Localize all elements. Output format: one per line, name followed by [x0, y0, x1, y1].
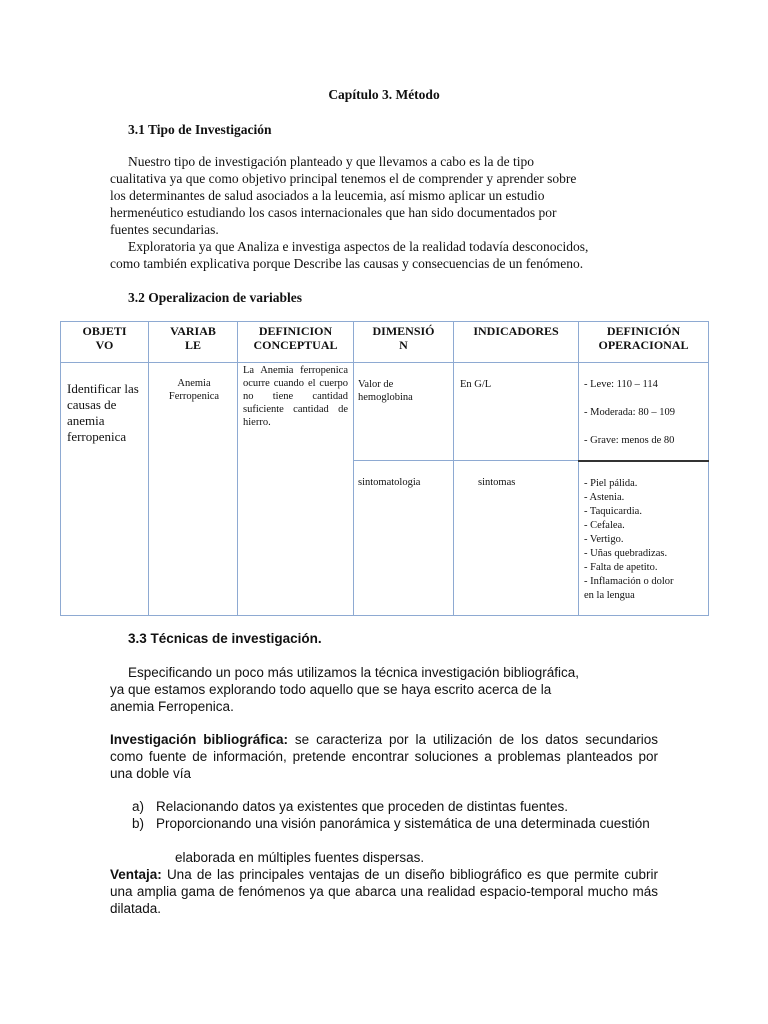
paragraph-line: los determinantes de salud asociados a la leucemia, así mismo aplicar un estudio [110, 188, 545, 203]
advantage-text: Una de las principales ventajas de un diseño bibliográfico es que permite cubrir una amplia gama de fenómenos ya que abarca una realidad espacio-temporal mucho más dilatada. [110, 867, 658, 916]
operacional-cell: - Leve: 110 – 114 - Moderada: 80 – 109 - Grave: menos de 80 [579, 363, 709, 461]
table-header-row [61, 322, 709, 363]
table-header: DEFINICIÓN OPERACIONAL [579, 322, 709, 363]
paragraph-line: anemia Ferropenica. [110, 699, 234, 714]
operacional-cell: - Piel pálida. - Astenia. - Taquicardia. - Cefalea. - Vertigo. - Uñas quebradizas. - Falta de apetito. - Inflamación o dolor en la lengua [579, 461, 709, 616]
paragraph-line: como también explicativa porque Describe las causas y consecuencias de un fenómeno. [110, 256, 584, 271]
dimension-cell: sintomatologia [354, 461, 454, 616]
definicion-cell: La Anemia ferropenica ocurre cuando el cuerpo no tiene cantidad suficiente cantidad de hierro. [238, 363, 354, 616]
dimension-cell: Valor de hemoglobina [354, 363, 454, 461]
table-header: VARIAB LE [149, 322, 238, 363]
table-header: DIMENSIÓ N [354, 322, 454, 363]
objetivo-cell: Identificar las causas de anemia ferropenica [61, 363, 149, 616]
paragraph-line: fuentes secundarias. [110, 222, 219, 237]
variable-cell: Anemia Ferropenica [149, 363, 238, 616]
indicador-cell: En G/L [454, 363, 579, 461]
paragraph-line: ya que estamos explorando todo aquello que se haya escrito acerca de la [110, 682, 552, 697]
paragraph-line: Especificando un poco más utilizamos la técnica investigación bibliográfica, [128, 665, 579, 680]
bibliographic-label: Investigación bibliográfica: [110, 732, 288, 747]
table-header: INDICADORES [454, 322, 579, 363]
list-marker: a) [132, 799, 145, 814]
paragraph-line: Nuestro tipo de investigación planteado y que llevamos a cabo es la de tipo [128, 154, 535, 169]
table-row [61, 363, 709, 461]
bibliographic-paragraph [110, 731, 658, 782]
list-continuation: elaborada en múltiples fuentes dispersas. [175, 850, 425, 865]
table-header: DEFINICION CONCEPTUAL [238, 322, 354, 363]
paragraph-line: hermenéutico estudiando los casos internacionales que han sido documentados por [110, 205, 557, 220]
bibliographic-text: se caracteriza por la utilización de los datos secundarios como fuente de información, pretende encontrar soluciones a problemas planteados por una doble vía [110, 732, 658, 781]
section-heading-3-2: 3.2 Operalizacion de variables [128, 290, 302, 305]
paragraph-line: Exploratoria ya que Analiza e investiga aspectos de la realidad todavía desconocidos, [128, 239, 589, 254]
list-item: Proporcionando una visión panorámica y sistemática de una determinada cuestión [156, 816, 650, 831]
chapter-title: Capítulo 3. Método [328, 87, 440, 102]
section-heading-3-3: 3.3 Técnicas de investigación. [128, 631, 322, 646]
advantage-paragraph [110, 866, 658, 917]
list-marker: b) [132, 816, 145, 831]
section-heading-3-1: 3.1 Tipo de Investigación [128, 122, 272, 137]
indicador-cell: sintomas [454, 461, 579, 616]
paragraph-line: cualitativa ya que como objetivo principal tenemos el de comprender y aprender sobre [110, 171, 577, 186]
operationalization-table [60, 321, 709, 616]
table-header: OBJETI VO [61, 322, 149, 363]
advantage-label: Ventaja: [110, 867, 162, 882]
list-item: Relacionando datos ya existentes que proceden de distintas fuentes. [156, 799, 569, 814]
